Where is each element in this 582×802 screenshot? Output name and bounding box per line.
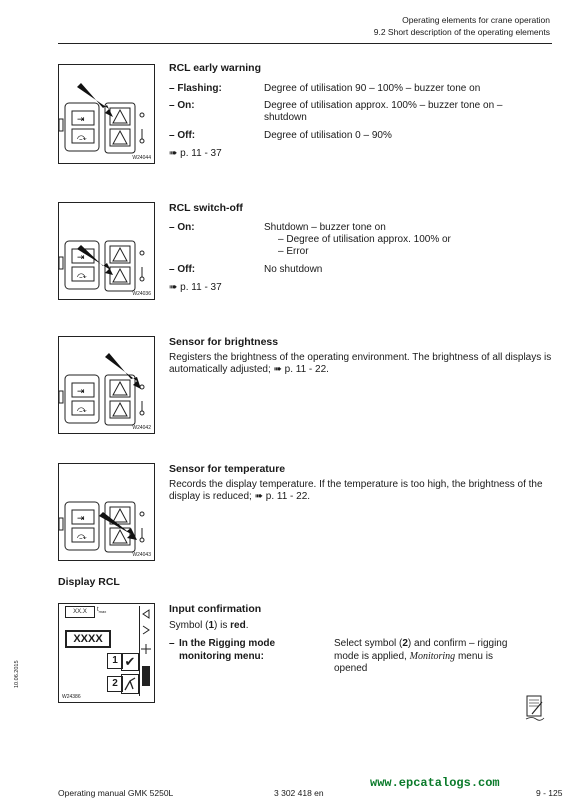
display-side-panel (139, 606, 152, 696)
sub-item: Error (286, 246, 309, 257)
figure-code: W24386 (62, 694, 81, 700)
value-on: Shutdown – buzzer tone on (264, 222, 386, 233)
section-text-sensor-brightness: Registers the brightness of the operating environment. The brightness of all displays is automatically adjusted; ➠ p. 11 - 22. (169, 352, 552, 375)
svg-text:⇥: ⇥ (77, 115, 85, 125)
header-rule (58, 43, 552, 44)
svg-text:⇥: ⇥ (77, 253, 85, 263)
section-title-rcl-early-warning: RCL early warning (169, 62, 261, 74)
figure-code: W24036 (132, 291, 151, 297)
figure-display-rcl (58, 603, 155, 703)
notes-document-icon (524, 694, 546, 722)
side-date: 10.06.2015 (14, 660, 20, 688)
value-on-block: Shutdown – buzzer tone on – Degree of utilisation approx. 100% or – Error (264, 222, 554, 258)
figure-rcl-early-warning (58, 64, 155, 164)
svg-text:⤼: ⤼ (77, 532, 87, 542)
reference-arrow-icon: ➠ (169, 148, 178, 159)
figure-rcl-switch-off (58, 202, 155, 300)
value-off: No shutdown (264, 264, 323, 275)
display-value-large: XXXX (65, 630, 111, 648)
display-rcl-heading: Display RCL (58, 576, 120, 588)
figure-code: W24043 (132, 552, 151, 558)
value-off: Degree of utilisation 0 – 90% (264, 130, 392, 141)
svg-text:⤼: ⤼ (77, 405, 87, 415)
svg-text:⤼: ⤼ (77, 133, 87, 143)
symbol-1[interactable]: 1 (107, 653, 123, 669)
symbol-2[interactable]: 2 (107, 676, 123, 692)
page-header (374, 14, 550, 38)
footer-page-number: 9 - 125 (536, 788, 563, 798)
sub-item: Degree of utilisation approx. 100% or (286, 234, 451, 245)
watermark: www.epcatalogs.com (370, 776, 500, 790)
section-text-sensor-temperature: Records the display temperature. If the temperature is too high, the brightness of the display is reduced; ➠ p. 11 - 22. (169, 479, 543, 502)
label-flashing: Flashing: (177, 83, 222, 94)
page-reference[interactable]: ➠ p. 11 - 37 (169, 282, 222, 293)
section-title-sensor-temperature: Sensor for temperature (169, 463, 286, 475)
symbol-red-text: Symbol (1) is red. (169, 620, 249, 631)
figure-code: W24044 (132, 155, 151, 161)
figure-sensor-brightness (58, 336, 155, 434)
input-confirmation-title: Input confirmation (169, 603, 262, 615)
footer-document-code: 3 302 418 en (274, 788, 324, 798)
label-on: On: (177, 222, 195, 233)
section-title-rcl-switch-off: RCL switch-off (169, 202, 243, 214)
figure-sensor-temperature (58, 463, 155, 561)
display-value-small: XX.X (65, 606, 95, 618)
figure-code: W24042 (132, 425, 151, 431)
rigging-mode-label: – In the Rigging mode monitoring menu: (169, 638, 276, 662)
value-flashing: Degree of utilisation 90 – 100% – buzzer tone on (264, 83, 481, 94)
svg-text:⤼: ⤼ (77, 271, 87, 281)
header-chapter: Operating elements for crane operation (402, 15, 550, 25)
svg-text:⇥: ⇥ (77, 514, 85, 524)
section-title-sensor-brightness: Sensor for brightness (169, 336, 279, 348)
rigging-mode-value: Select symbol (2) and confirm – rigging mode is applied, Monitoring menu is opened (334, 638, 508, 674)
tmax-label: $t_{max}$ (97, 607, 107, 615)
rigging-crane-icon[interactable] (121, 674, 139, 694)
header-section: 9.2 Short description of the operating elements (373, 27, 550, 37)
footer-manual-title: Operating manual GMK 5250L (58, 788, 174, 798)
value-on: Degree of utilisation approx. 100% – buzzer tone on – shutdown (264, 100, 503, 123)
label-off: Off: (177, 130, 196, 141)
reference-arrow-icon: ➠ (169, 282, 178, 293)
svg-text:⇥: ⇥ (77, 387, 85, 397)
label-on: On: (177, 100, 195, 111)
label-off: Off: (177, 264, 196, 275)
page-reference[interactable]: ➠ p. 11 - 37 (169, 148, 222, 159)
checkmark-icon[interactable]: ✔ (121, 653, 139, 671)
